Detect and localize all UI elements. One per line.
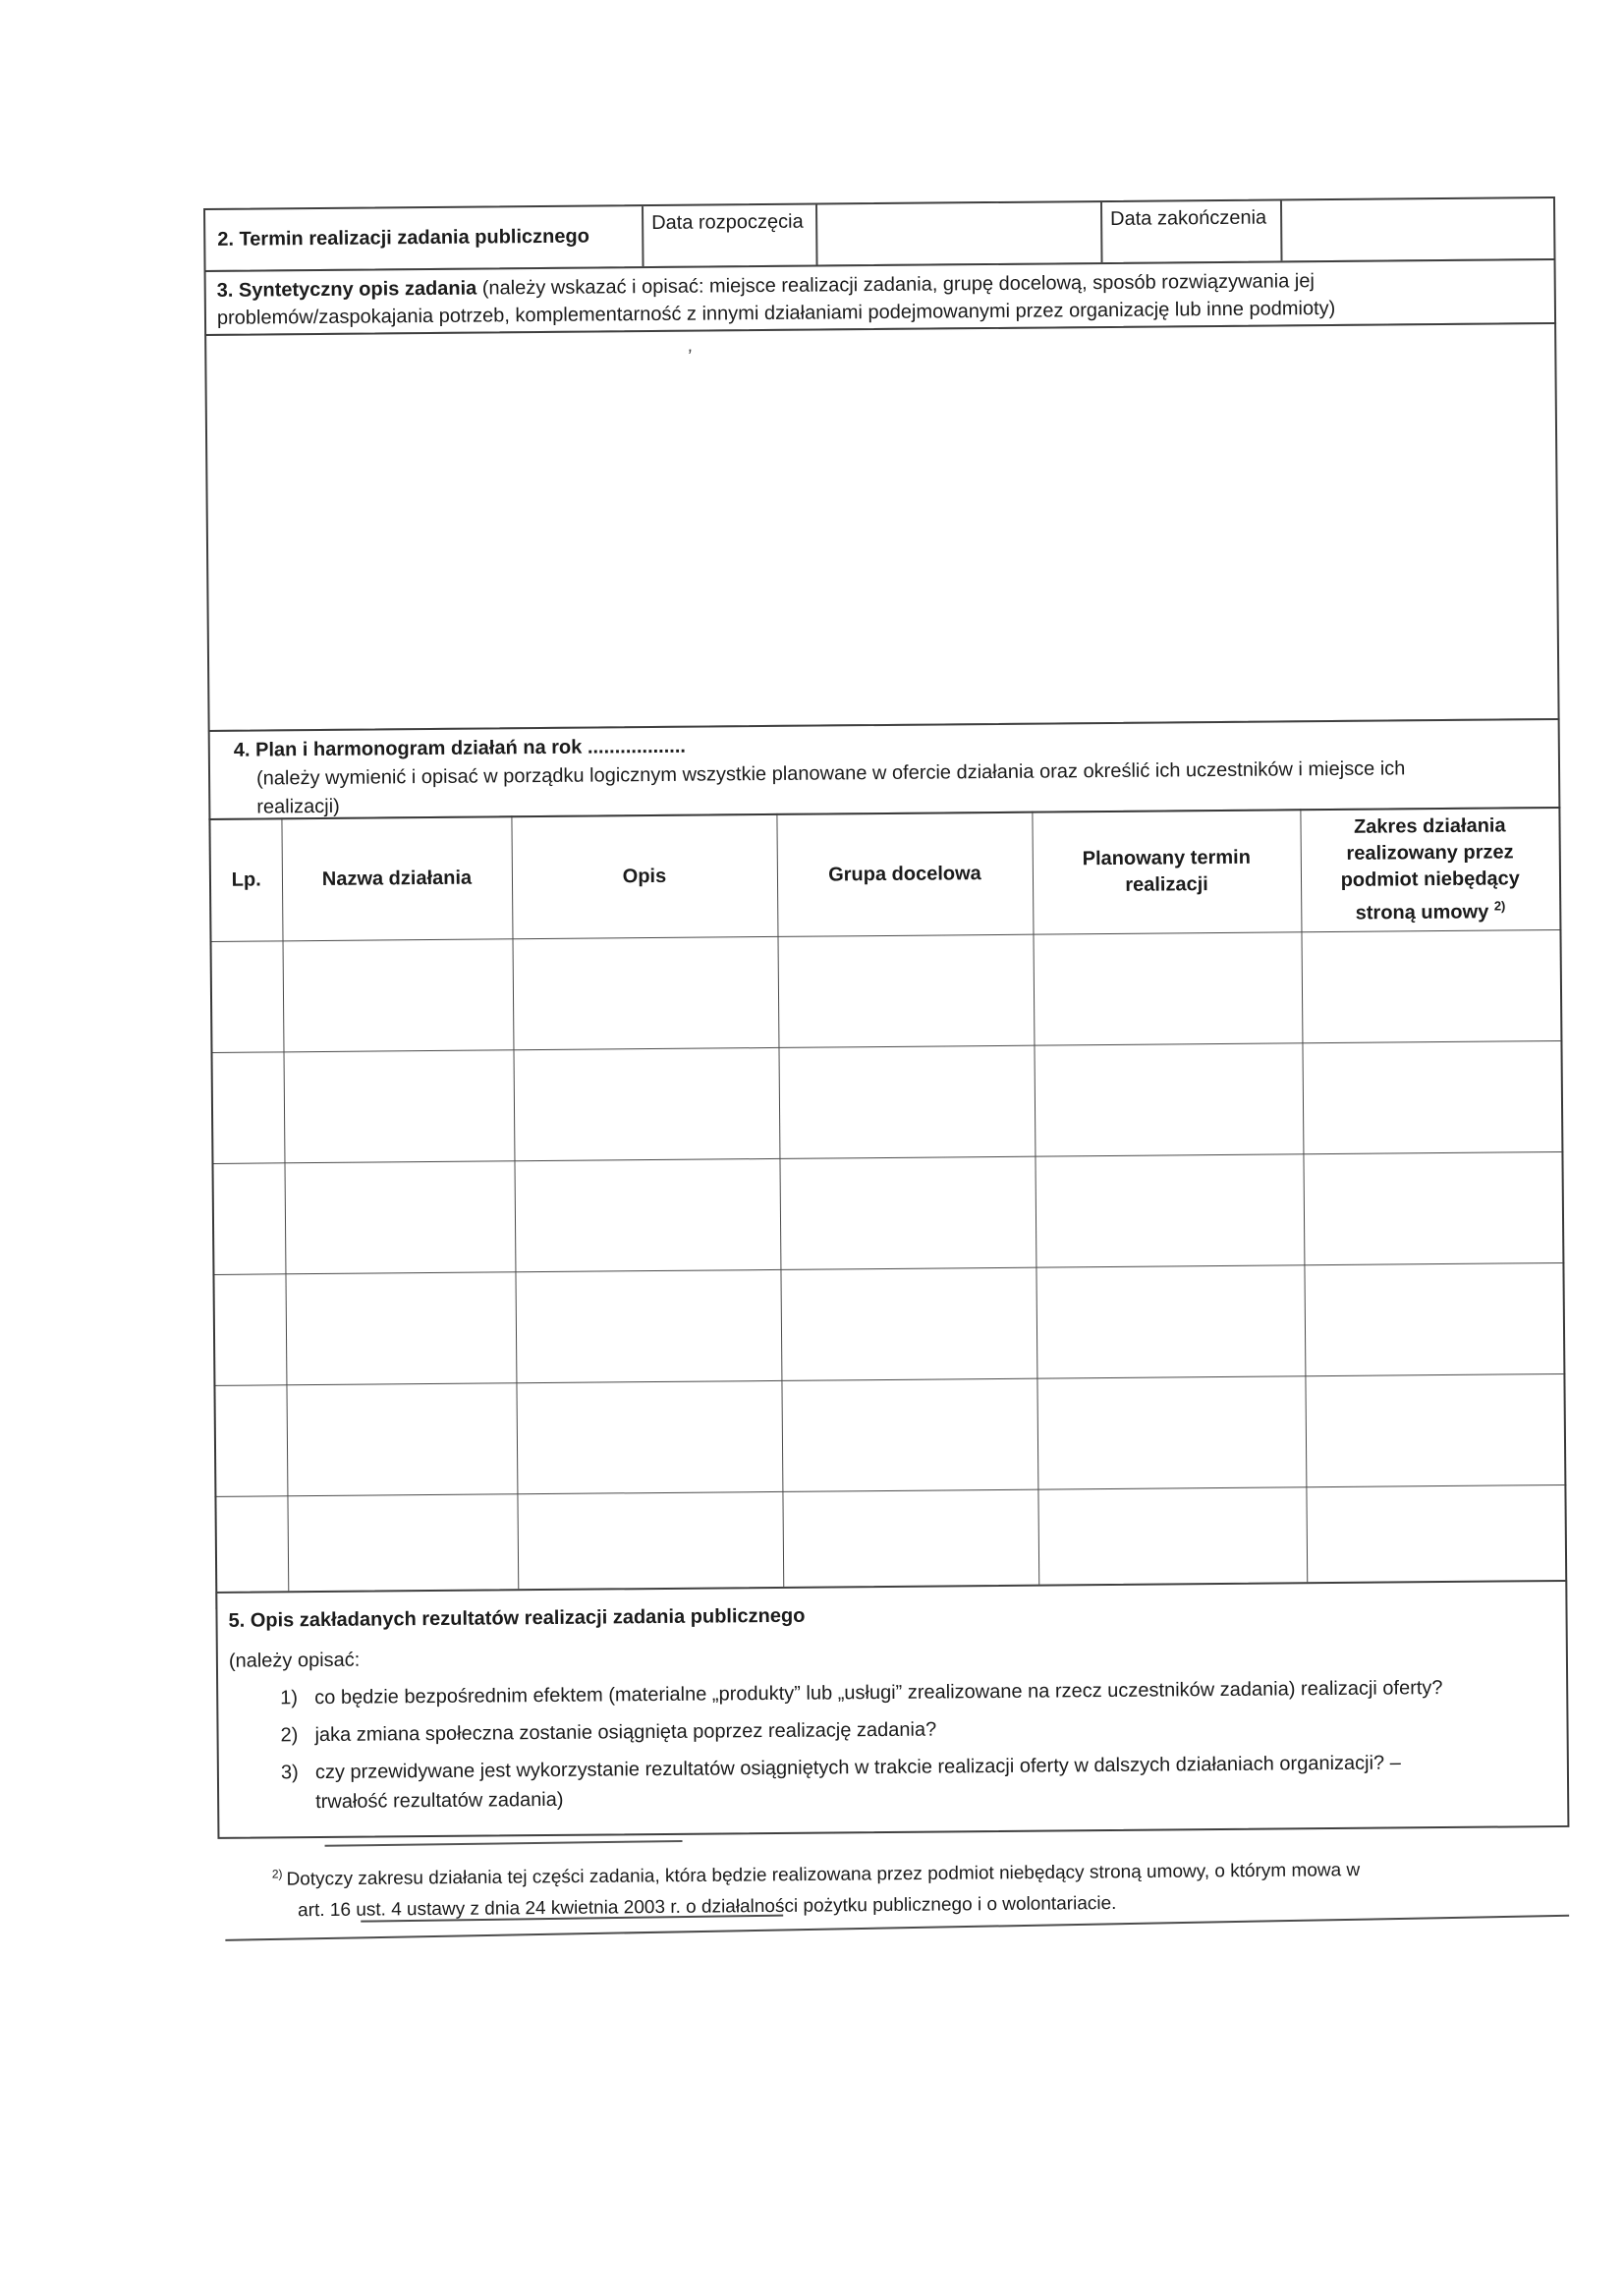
item-number: 3) (280, 1762, 299, 1784)
date-end-label: Data zakończenia (1110, 206, 1267, 230)
col-header-nazwa: Nazwa działania (281, 816, 512, 940)
harmonogram-empty-cell (515, 1269, 781, 1382)
section5-intro: (należy opisać: (228, 1649, 361, 1672)
harmonogram-empty-cell (286, 1382, 517, 1495)
harmonogram-empty-cell (1036, 1264, 1305, 1377)
harmonogram-empty-cell (285, 1271, 516, 1384)
harmonogram-empty-cell (1035, 1153, 1304, 1266)
item-number: 2) (280, 1724, 299, 1747)
harmonogram-empty-cell (1033, 931, 1302, 1044)
col-header-opis: Opis (511, 814, 777, 939)
harmonogram-empty-cell (778, 1045, 1035, 1158)
harmonogram-empty-cell (781, 1378, 1037, 1491)
scanned-sheet (201, 0, 1573, 2296)
col-header-termin: Planowany termin realizacji (1032, 810, 1301, 934)
section4-header (208, 718, 1561, 820)
section5-item-3 (230, 1747, 1551, 1818)
col-header-zakres (1300, 808, 1560, 931)
harmonogram-row (214, 1373, 1565, 1496)
scan-artifact: , (686, 335, 695, 357)
harmonogram-row (211, 1040, 1562, 1163)
harmonogram-empty-cell (212, 1162, 285, 1274)
col-header-grupa: Grupa docelowa (776, 812, 1033, 936)
item-text (315, 1747, 1551, 1817)
harmonogram-empty-cell (513, 1047, 779, 1160)
date-start-value-cell (817, 202, 1103, 265)
harmonogram-empty-cell (777, 934, 1034, 1047)
item-text-line1: czy przewidywane jest wykorzystanie rezultatów osiągniętych w trakcie realizacji oferty w dalszych działaniach organizacji? – (314, 1752, 1401, 1784)
item-number: 1) (280, 1687, 299, 1709)
footnote-line2: art. 16 ust. 4 ustawy z dnia 24 kwietnia 2003 r. o działalności pożytku publicznego i o wolontariacie. (298, 1893, 1117, 1922)
section5-item-2 (229, 1709, 1550, 1751)
date-end-label-cell (1102, 200, 1283, 262)
harmonogram-empty-cell (780, 1267, 1036, 1380)
harmonogram-empty-cell (213, 1273, 286, 1385)
date-end-value-cell (1282, 198, 1554, 260)
date-start-label-cell (644, 205, 818, 267)
harmonogram-empty-cell (1305, 1373, 1565, 1486)
item-text: co będzie bezpośrednim efektem (materialne „produkty” lub „usługi” zrealizowane na rzecz uczestników zadania) realizacji oferty? (314, 1677, 1443, 1709)
footnote (272, 1847, 1521, 1927)
col-header-lp: Lp. (209, 818, 282, 941)
harmonogram-empty-cell (1301, 929, 1561, 1042)
harmonogram-empty-cell (283, 938, 514, 1051)
harmonogram-empty-cell (1302, 1040, 1562, 1153)
date-start-label: Data rozpoczęcia (651, 210, 804, 235)
section2-label-text: 2. Termin realizacji zadania publicznego (217, 225, 589, 251)
harmonogram-empty-cell (516, 1380, 782, 1493)
harmonogram-header-row (209, 808, 1560, 941)
harmonogram-empty-cell (1034, 1042, 1303, 1155)
harmonogram-row (211, 929, 1562, 1052)
footnote-text-line1: Dotyczy zakresu działania tej części zadania, która będzie realizowana przez podmiot niebędący stroną umowy, o którym mowa w (286, 1860, 1361, 1890)
section4-title: 4. Plan i harmonogram działań na rok .................. (233, 735, 687, 761)
harmonogram-row (213, 1262, 1564, 1385)
item-text-line2: trwałość rezultatów zadania) (315, 1788, 564, 1814)
harmonogram-empty-cell (284, 1160, 515, 1273)
harmonogram-empty-cell (214, 1384, 287, 1496)
footnote-marker: 2) (271, 1867, 283, 1881)
section5-box (215, 1580, 1569, 1839)
harmonogram-empty-cell (1303, 1151, 1563, 1264)
col-header-zakres-superscript: 2) (1493, 898, 1506, 914)
harmonogram-empty-cell (512, 936, 778, 1049)
footnote-separator-rule (325, 1840, 683, 1847)
harmonogram-row (212, 1151, 1563, 1274)
section2-label (205, 206, 644, 270)
section3-note-line2: problemów/zaspokajania potrzeb, komplementarność z innymi działaniami podejmowanymi przez organizację lub inne podmioty) (216, 297, 1336, 329)
harmonogram-empty-cell (1304, 1262, 1564, 1375)
section4-note-line1: (należy wymienić i opisać w porządku logicznym wszystkie planowane w ofercie działania oraz określić ich uczestników i miejsce ich (255, 757, 1406, 790)
section3-artifact-layer (204, 322, 1559, 732)
harmonogram-empty-cell (211, 1051, 284, 1163)
section3-title: 3. Syntetyczny opis zadania (216, 277, 477, 302)
harmonogram-empty-cell (514, 1158, 780, 1271)
harmonogram-empty-cell (211, 940, 284, 1052)
harmonogram-table (208, 807, 1567, 1609)
harmonogram-empty-cell (283, 1049, 514, 1162)
col-header-zakres-text: Zakres działania realizowany przez podmiot niebędący stroną umowy (1340, 814, 1520, 924)
section5-item-1 (229, 1672, 1550, 1713)
section5-title: 5. Opis zakładanych rezultatów realizacji zadania publicznego (228, 1604, 806, 1632)
harmonogram-empty-cell (779, 1156, 1036, 1269)
section4-note-line2: realizacji) (256, 795, 340, 818)
section3-note-line1: (należy wskazać i opisać: miejsce realizacji zadania, grupę docelową, sposób rozwiązywania jej (476, 270, 1315, 300)
harmonogram-empty-cell (1036, 1375, 1306, 1488)
item-text: jaka zmiana społeczna zostanie osiągnięta poprzez realizację zadania? (314, 1718, 937, 1747)
